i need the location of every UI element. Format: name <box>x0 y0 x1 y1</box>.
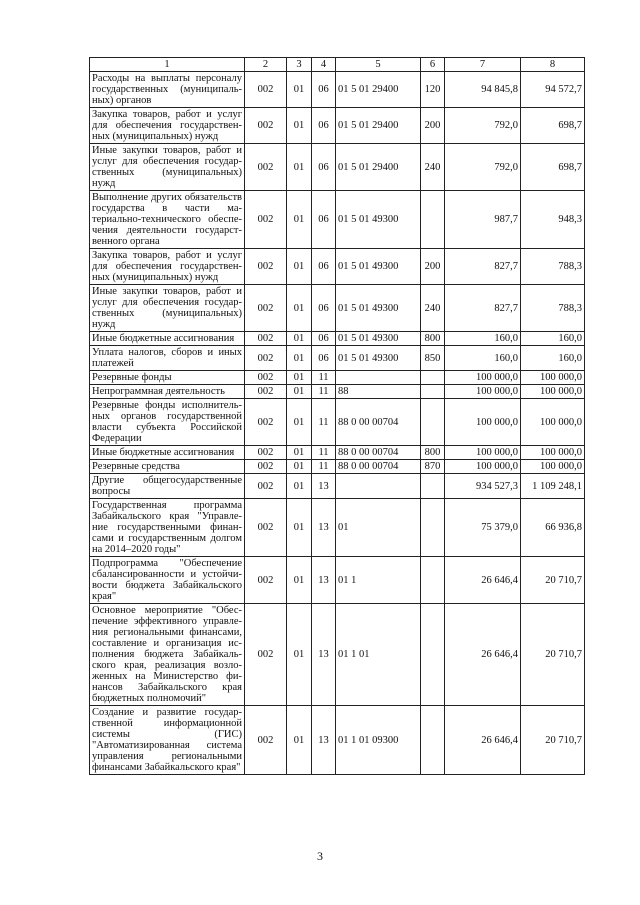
row-name: Подпрограмма "Обеспечение сбалансированности и устойчивости бюджета Забайкальского края" <box>90 557 245 604</box>
expense-type <box>421 604 445 706</box>
admin-code: 002 <box>245 346 287 371</box>
column-header-2: 2 <box>245 58 287 72</box>
expense-type: 200 <box>421 108 445 144</box>
section-code: 01 <box>287 474 312 499</box>
admin-code: 002 <box>245 72 287 108</box>
amount-year-2: 20 710,7 <box>521 706 585 775</box>
target-code: 01 5 01 49300 <box>336 332 421 346</box>
section-code: 01 <box>287 249 312 285</box>
amount-year-2: 100 000,0 <box>521 385 585 399</box>
table-row <box>90 385 585 399</box>
amount-year-1: 100 000,0 <box>445 446 521 460</box>
admin-code: 002 <box>245 460 287 474</box>
target-code: 01 5 01 29400 <box>336 108 421 144</box>
row-name: Другие общегосударственные вопросы <box>90 474 245 499</box>
table-row <box>90 191 585 249</box>
amount-year-2: 100 000,0 <box>521 399 585 446</box>
subsection-code: 06 <box>312 332 336 346</box>
admin-code: 002 <box>245 557 287 604</box>
subsection-code: 06 <box>312 249 336 285</box>
expense-type <box>421 499 445 557</box>
section-code: 01 <box>287 332 312 346</box>
admin-code: 002 <box>245 371 287 385</box>
target-code <box>336 371 421 385</box>
amount-year-1: 26 646,4 <box>445 557 521 604</box>
amount-year-2: 66 936,8 <box>521 499 585 557</box>
target-code <box>336 474 421 499</box>
table-row <box>90 474 585 499</box>
subsection-code: 06 <box>312 72 336 108</box>
amount-year-2: 20 710,7 <box>521 557 585 604</box>
admin-code: 002 <box>245 385 287 399</box>
amount-year-2: 100 000,0 <box>521 460 585 474</box>
amount-year-1: 100 000,0 <box>445 399 521 446</box>
amount-year-1: 792,0 <box>445 144 521 191</box>
row-name: Выполнение других обязательств государства в части материально-технического обеспечения деятельности государственного органа <box>90 191 245 249</box>
row-name: Резервные фонды <box>90 371 245 385</box>
table-row <box>90 108 585 144</box>
table-row <box>90 285 585 332</box>
section-code: 01 <box>287 108 312 144</box>
table-row <box>90 346 585 371</box>
column-header-1: 1 <box>90 58 245 72</box>
expense-type: 850 <box>421 346 445 371</box>
expense-type <box>421 371 445 385</box>
amount-year-1: 94 845,8 <box>445 72 521 108</box>
section-code: 01 <box>287 706 312 775</box>
expense-type: 870 <box>421 460 445 474</box>
target-code: 88 0 00 00704 <box>336 460 421 474</box>
table-row <box>90 371 585 385</box>
target-code: 01 1 <box>336 557 421 604</box>
table-row <box>90 499 585 557</box>
table-row <box>90 144 585 191</box>
expense-type: 200 <box>421 249 445 285</box>
admin-code: 002 <box>245 604 287 706</box>
table-row <box>90 249 585 285</box>
section-code: 01 <box>287 446 312 460</box>
subsection-code: 11 <box>312 446 336 460</box>
expense-type <box>421 191 445 249</box>
subsection-code: 13 <box>312 604 336 706</box>
subsection-code: 11 <box>312 460 336 474</box>
row-name: Иные закупки товаров, работ и услуг для обеспечения государственных (муниципальных) нужд <box>90 285 245 332</box>
target-code: 88 <box>336 385 421 399</box>
amount-year-1: 26 646,4 <box>445 604 521 706</box>
subsection-code: 11 <box>312 371 336 385</box>
expense-type: 240 <box>421 144 445 191</box>
subsection-code: 11 <box>312 385 336 399</box>
row-name: Создание и развитие государственной информационной системы (ГИС) "Автоматизированная система управления региональными финансами Забайкальского края" <box>90 706 245 775</box>
amount-year-1: 26 646,4 <box>445 706 521 775</box>
amount-year-1: 934 527,3 <box>445 474 521 499</box>
table-row <box>90 604 585 706</box>
amount-year-1: 987,7 <box>445 191 521 249</box>
section-code: 01 <box>287 460 312 474</box>
subsection-code: 13 <box>312 706 336 775</box>
amount-year-2: 100 000,0 <box>521 446 585 460</box>
row-name: Непрограммная деятельность <box>90 385 245 399</box>
target-code: 01 1 01 <box>336 604 421 706</box>
section-code: 01 <box>287 144 312 191</box>
subsection-code: 06 <box>312 285 336 332</box>
page-number: 3 <box>317 849 323 863</box>
expense-type: 240 <box>421 285 445 332</box>
column-header-4: 4 <box>312 58 336 72</box>
target-code: 01 <box>336 499 421 557</box>
expense-type <box>421 385 445 399</box>
admin-code: 002 <box>245 144 287 191</box>
admin-code: 002 <box>245 285 287 332</box>
column-header-6: 6 <box>421 58 445 72</box>
table-row <box>90 446 585 460</box>
amount-year-1: 827,7 <box>445 285 521 332</box>
subsection-code: 06 <box>312 144 336 191</box>
row-name: Основное мероприятие "Обеспечение эффективного управления региональными финансами, составление и организация исполнения бюджета Забайкальского края, реализация возложенных на Министерство финансов Забайкальского края бюджетных полномочий" <box>90 604 245 706</box>
target-code: 88 0 00 00704 <box>336 399 421 446</box>
amount-year-1: 827,7 <box>445 249 521 285</box>
subsection-code: 13 <box>312 499 336 557</box>
admin-code: 002 <box>245 249 287 285</box>
section-code: 01 <box>287 399 312 446</box>
admin-code: 002 <box>245 191 287 249</box>
row-name: Резервные средства <box>90 460 245 474</box>
subsection-code: 13 <box>312 557 336 604</box>
row-name: Закупка товаров, работ и услуг для обеспечения государственных (муниципальных) нужд <box>90 249 245 285</box>
table-header-row <box>90 58 585 72</box>
amount-year-1: 160,0 <box>445 332 521 346</box>
column-header-7: 7 <box>445 58 521 72</box>
amount-year-1: 160,0 <box>445 346 521 371</box>
row-name: Иные бюджетные ассигнования <box>90 332 245 346</box>
table-row <box>90 332 585 346</box>
expense-type <box>421 557 445 604</box>
section-code: 01 <box>287 371 312 385</box>
amount-year-2: 160,0 <box>521 346 585 371</box>
admin-code: 002 <box>245 499 287 557</box>
row-name: Иные бюджетные ассигнования <box>90 446 245 460</box>
table-row <box>90 399 585 446</box>
target-code: 01 5 01 49300 <box>336 191 421 249</box>
expense-type <box>421 474 445 499</box>
amount-year-2: 20 710,7 <box>521 604 585 706</box>
amount-year-2: 948,3 <box>521 191 585 249</box>
subsection-code: 06 <box>312 346 336 371</box>
admin-code: 002 <box>245 706 287 775</box>
column-header-5: 5 <box>336 58 421 72</box>
admin-code: 002 <box>245 332 287 346</box>
budget-table <box>89 57 585 775</box>
expense-type: 120 <box>421 72 445 108</box>
row-name: Резервные фонды исполнительных органов государственной власти субъекта Российской Федерации <box>90 399 245 446</box>
amount-year-2: 160,0 <box>521 332 585 346</box>
expense-type <box>421 399 445 446</box>
column-header-8: 8 <box>521 58 585 72</box>
amount-year-1: 792,0 <box>445 108 521 144</box>
column-header-3: 3 <box>287 58 312 72</box>
target-code: 01 5 01 49300 <box>336 285 421 332</box>
target-code: 01 5 01 49300 <box>336 346 421 371</box>
table-body <box>90 72 585 775</box>
amount-year-2: 698,7 <box>521 144 585 191</box>
amount-year-1: 100 000,0 <box>445 371 521 385</box>
section-code: 01 <box>287 346 312 371</box>
table-row <box>90 460 585 474</box>
amount-year-2: 788,3 <box>521 285 585 332</box>
table-row <box>90 72 585 108</box>
subsection-code: 13 <box>312 474 336 499</box>
amount-year-2: 94 572,7 <box>521 72 585 108</box>
target-code: 01 1 01 09300 <box>336 706 421 775</box>
section-code: 01 <box>287 604 312 706</box>
amount-year-2: 698,7 <box>521 108 585 144</box>
target-code: 01 5 01 29400 <box>336 72 421 108</box>
amount-year-2: 100 000,0 <box>521 371 585 385</box>
table-row <box>90 557 585 604</box>
target-code: 01 5 01 49300 <box>336 249 421 285</box>
amount-year-2: 1 109 248,1 <box>521 474 585 499</box>
subsection-code: 06 <box>312 108 336 144</box>
admin-code: 002 <box>245 108 287 144</box>
target-code: 88 0 00 00704 <box>336 446 421 460</box>
subsection-code: 06 <box>312 191 336 249</box>
expense-type: 800 <box>421 332 445 346</box>
amount-year-1: 100 000,0 <box>445 460 521 474</box>
row-name: Закупка товаров, работ и услуг для обеспечения государственных (муниципальных) нужд <box>90 108 245 144</box>
section-code: 01 <box>287 191 312 249</box>
table-row <box>90 706 585 775</box>
section-code: 01 <box>287 72 312 108</box>
section-code: 01 <box>287 385 312 399</box>
subsection-code: 11 <box>312 399 336 446</box>
row-name: Иные закупки товаров, работ и услуг для обеспечения государственных (муниципальных) нужд <box>90 144 245 191</box>
section-code: 01 <box>287 499 312 557</box>
amount-year-1: 100 000,0 <box>445 385 521 399</box>
expense-type <box>421 706 445 775</box>
amount-year-1: 75 379,0 <box>445 499 521 557</box>
row-name: Расходы на выплаты персоналу государственных (муниципальных) органов <box>90 72 245 108</box>
section-code: 01 <box>287 285 312 332</box>
amount-year-2: 788,3 <box>521 249 585 285</box>
expense-type: 800 <box>421 446 445 460</box>
admin-code: 002 <box>245 474 287 499</box>
admin-code: 002 <box>245 446 287 460</box>
target-code: 01 5 01 29400 <box>336 144 421 191</box>
section-code: 01 <box>287 557 312 604</box>
admin-code: 002 <box>245 399 287 446</box>
row-name: Государственная программа Забайкальского края "Управление государственными финансами и государственным долгом на 2014–2020 годы" <box>90 499 245 557</box>
row-name: Уплата налогов, сборов и иных платежей <box>90 346 245 371</box>
